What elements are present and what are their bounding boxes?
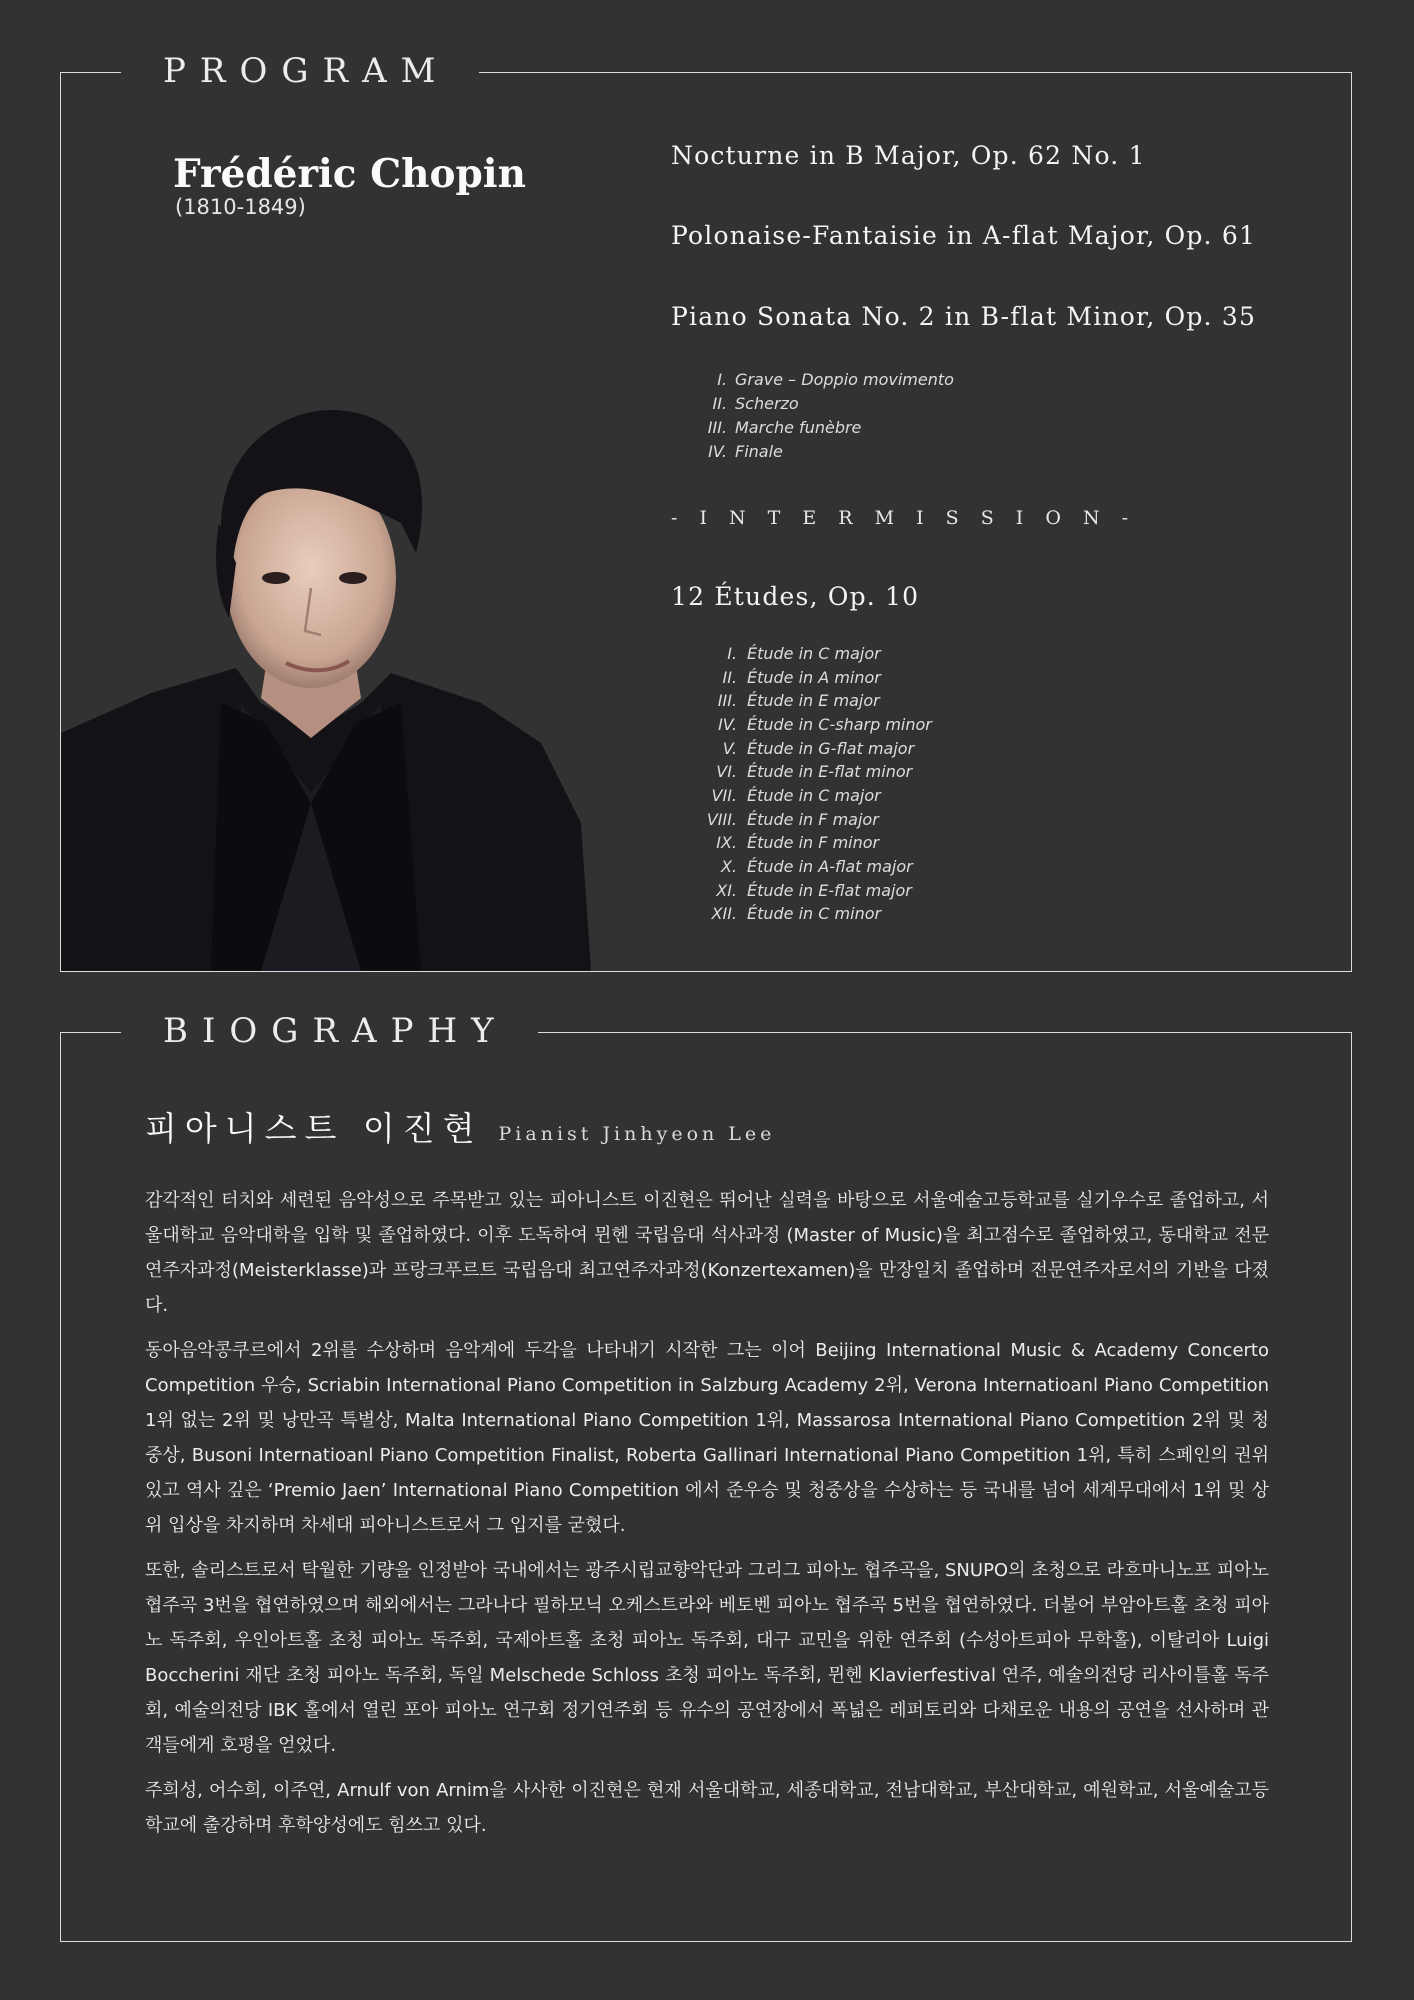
etude-item: IV. Étude in C-sharp minor (718, 715, 932, 734)
program-heading: PROGRAM (121, 51, 479, 91)
intermission-label: - I N T E R M I S S I O N - (671, 507, 1137, 529)
movement-item: IV. Finale (708, 442, 783, 461)
etude-item: VII. Étude in C major (711, 786, 881, 805)
piece-nocturne: Nocturne in B Major, Op. 62 No. 1 (671, 141, 1146, 170)
piece-sonata: Piano Sonata No. 2 in B-flat Minor, Op. 35 (671, 302, 1257, 331)
etude-item: III. Étude in E major (717, 691, 880, 710)
composer-years: (1810-1849) (175, 195, 306, 219)
portrait-illustration (61, 403, 591, 971)
biography-heading: BIOGRAPHY (121, 1011, 538, 1051)
bio-paragraph: 주희성, 어수희, 이주연, Arnulf von Arnim을 사사한 이진현은 현재 서울대학교, 세종대학교, 전남대학교, 부산대학교, 예원학교, 서울예술고등학교에 출강하며 후학양성에도 힘쓰고 있다. (145, 1780, 1269, 1836)
etude-item: IX. Étude in F minor (716, 833, 880, 852)
pianist-name-english: Pianist Jinhyeon Lee (498, 1123, 776, 1145)
piece-polonaise: Polonaise-Fantaisie in A-flat Major, Op. 61 (671, 221, 1257, 250)
movement-item: II. Scherzo (712, 394, 799, 413)
movement-item: I. Grave – Doppio movimento (717, 370, 954, 389)
etude-item: V. Étude in G-flat major (722, 739, 915, 758)
composer-name: Frédéric Chopin (173, 151, 526, 197)
bio-title (145, 1103, 775, 1150)
etude-item: II. Étude in A minor (722, 668, 881, 687)
pianist-name-korean: 피아니스트 이진현 (145, 1109, 483, 1148)
etude-item: X. Étude in A-flat major (720, 857, 913, 876)
etude-item: VIII. Étude in F major (706, 810, 879, 829)
biography-section (60, 1011, 1352, 1942)
movement-item: III. Marche funèbre (707, 418, 862, 437)
etude-item: VI. Étude in E-flat minor (716, 762, 913, 781)
etude-item: XII. Étude in C minor (711, 904, 882, 923)
piece-etudes: 12 Études, Op. 10 (671, 582, 920, 611)
etude-item: XI. Étude in E-flat major (716, 881, 912, 900)
program-section (60, 51, 1352, 972)
pianist-portrait (61, 403, 591, 971)
bio-paragraph: 감각적인 터치와 세련된 음악성으로 주목받고 있는 피아니스트 이진현은 뛰어난 실력을 바탕으로 서울예술고등학교를 실기우수로 졸업하고, 서울대학교 음악대학을 입학 및 졸업하였다. 이후 도독하여 뮌헨 국립음대 석사과정 (Master of Music)을 최고점수로 졸업하였고, 동대학교 전문연주자과정(Meisterklasse)과 프랑크푸르트 국립음대 최고연주자과정(Konzertexamen)을 만장일치 졸업하며 전문연주자로서의 기반을 다졌다. (145, 1190, 1269, 1316)
etude-item: I. Étude in C major (727, 644, 881, 663)
bio-paragraph: 또한, 솔리스트로서 탁월한 기량을 인정받아 국내에서는 광주시립교향악단과 그리그 피아노 협주곡을, SNUPO의 초청으로 라흐마니노프 피아노 협주곡 3번을 협연하였으며 해외에서는 그라나다 필하모닉 오케스트라와 베토벤 피아노 협주곡 5번을 협연하였다. 더불어 부암아트홀 초청 피아노 독주회, 우인아트홀 초청 피아노 독주회, 국제아트홀 초청 피아노 독주회, 대구 교민을 위한 연주회 (수성아트피아 무학홀), 이탈리아 Luigi Boccherini 재단 초청 피아노 독주회, 독일 Melschede Schloss 초청 피아노 독주회, 뮌헨 Klavierfestival 연주, 예술의전당 리사이틀홀 독주회, 예술의전당 IBK 홀에서 열린 포아 피아노 연구회 정기연주회 등 유수의 공연장에서 폭넓은 레퍼토리와 다채로운 내용의 공연을 선사하며 관객들에게 호평을 얻었다. (145, 1560, 1269, 1756)
bio-paragraph: 동아음악콩쿠르에서 2위를 수상하며 음악계에 두각을 나타내기 시작한 그는 이어 Beijing International Music & Academy Concerto Competition 우승, Scriabin International Piano Competition in Salzburg Academy 2위, Verona Internatioanl Piano Competition 1위 없는 2위 및 낭만곡 특별상, Malta International Piano Competition 1위, Massarosa International Piano Competition 2위 및 청중상, Busoni Internatioanl Piano Competition Finalist, Roberta Gallinari International Piano Competition 1위, 특히 스페인의 권위 있고 역사 깊은 ‘Premio Jaen’ International Piano Competition 에서 준우승 및 청중상을 수상하는 등 국내를 넘어 세계무대에서 1위 및 상위 입상을 차지하며 차세대 피아니스트로서 그 입지를 굳혔다. (145, 1340, 1269, 1536)
bio-text (145, 1183, 1269, 1853)
